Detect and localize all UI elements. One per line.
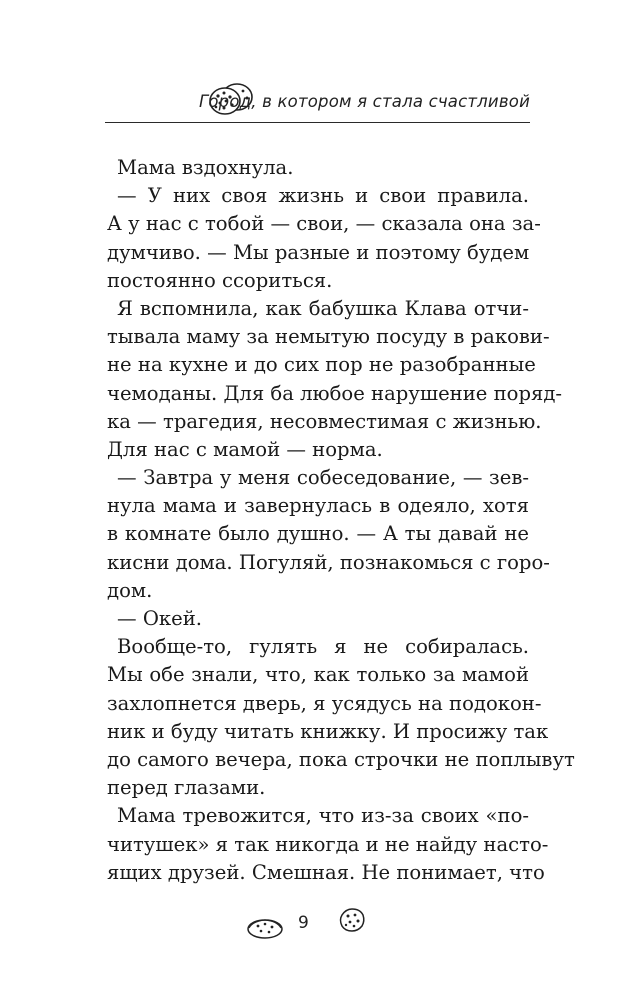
text-line: чемоданы. Для ба любое нарушение поряд- xyxy=(107,381,563,405)
cookie-icon xyxy=(338,907,366,933)
text-line: — Завтра у меня собеседование, — зев- xyxy=(117,466,529,490)
text-line: ник и буду читать книжку. И просижу так xyxy=(107,719,549,743)
text-line: нула мама и завернулась в одеяло, хотя xyxy=(107,494,529,518)
body-text xyxy=(107,154,575,887)
text-line: ка — трагедия, несовместимая с жизнью. xyxy=(107,409,542,433)
text-line: Мама тревожится, что из-за своих «по- xyxy=(117,804,529,828)
text-line: читушек» я так никогда и не найду насто- xyxy=(107,832,549,856)
cookie-icon xyxy=(245,915,285,941)
text-line: дом. xyxy=(107,578,153,602)
text-line: кисни дома. Погуляй, познакомься с горо- xyxy=(107,550,550,574)
text-line: Мы обе знали, что, как только за мамой xyxy=(107,663,529,687)
text-line: перед глазами. xyxy=(107,776,266,800)
text-line: в комнате было душно. — А ты давай не xyxy=(107,522,529,546)
running-title: Город, в котором я стала счастливой xyxy=(198,92,530,111)
text-line: — У них своя жизнь и свои правила. xyxy=(117,184,529,208)
text-line: не на кухне и до сих пор не разобранные xyxy=(107,353,536,377)
page-number: 9 xyxy=(298,913,309,933)
page-footer xyxy=(240,905,380,945)
text-line: до самого вечера, пока строчки не поплывут xyxy=(107,747,575,771)
header-rule xyxy=(105,122,530,123)
text-line: захлопнется дверь, я усядусь на подокон- xyxy=(107,691,542,715)
text-line: тывала маму за немытую посуду в ракови- xyxy=(107,325,550,349)
text-line: Мама вздохнула. xyxy=(117,156,294,179)
text-line: А у нас с тобой — свои, — сказала она за- xyxy=(107,212,541,236)
running-header xyxy=(105,78,530,122)
text-line: — Окей. xyxy=(117,607,203,630)
text-line: Вообще-то, гулять я не собиралась. xyxy=(117,635,529,659)
text-line: думчиво. — Мы разные и поэтому будем xyxy=(107,240,530,264)
text-line: Для нас с мамой — норма. xyxy=(107,437,383,461)
text-line: постоянно ссориться. xyxy=(107,268,333,292)
text-line: Я вспомнила, как бабушка Клава отчи- xyxy=(117,296,529,320)
text-line: ящих друзей. Смешная. Не понимает, что xyxy=(107,860,545,884)
